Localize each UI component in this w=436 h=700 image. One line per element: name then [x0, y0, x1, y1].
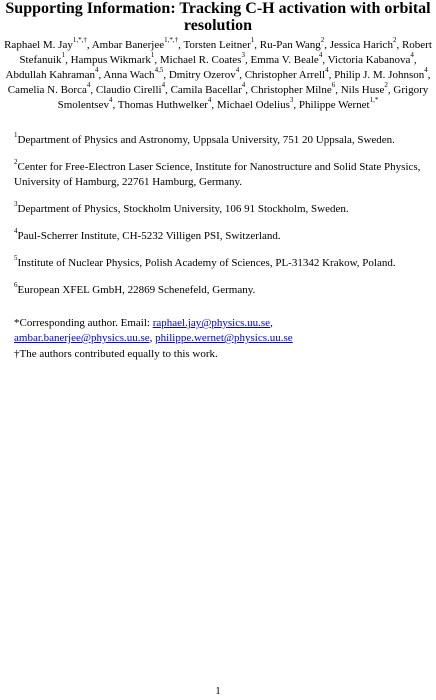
author-name: Robert Stefanuik — [19, 39, 432, 66]
affiliation-3-text: Department of Physics, Stockholm University, 106 91 Stockholm, Sweden. — [17, 203, 349, 215]
email-link-jay[interactable]: raphael.jay@physics.uu.se — [152, 317, 271, 329]
author-affiliation-mark: 4 — [108, 96, 113, 105]
page-number: 1 — [215, 685, 221, 697]
author-name: Hampus Wikmark — [70, 54, 151, 66]
author-name: Ambar Banerjee — [91, 39, 165, 51]
author-separator: , — [90, 84, 96, 96]
author-name: Philippe Wernet — [298, 99, 370, 111]
author-name: Dmitry Ozerov — [168, 69, 236, 81]
author-separator: , — [163, 69, 169, 81]
author-separator: , — [427, 69, 431, 81]
author-affiliation-mark: 6 — [331, 81, 336, 90]
author-affiliation-mark: 1 — [150, 51, 155, 60]
paper-title: Supporting Information: Tracking C-H activation with orbital resolution — [5, 0, 431, 34]
author-name: Grigory Smolentsev — [57, 84, 429, 111]
author-affiliation-mark: 4 — [95, 66, 99, 75]
author-name: Thomas Huthwelker — [117, 99, 208, 111]
affiliation-5-number: 5 — [14, 254, 18, 263]
email-separator: , — [149, 332, 156, 344]
author-name: Abdullah Kahraman — [5, 69, 95, 81]
author-affiliation-mark: 4 — [235, 66, 240, 75]
author-separator: , — [165, 84, 171, 96]
author-name: Jessica Harich — [329, 39, 393, 51]
author-affiliation-mark: 4,5 — [154, 66, 164, 75]
author-affiliation-mark: 4 — [325, 66, 329, 75]
affiliation-1-text: Department of Physics and Astronomy, Uppsala University, 751 20 Uppsala, Sweden. — [17, 134, 395, 146]
author-affiliation-mark: 1 — [250, 36, 255, 45]
author-affiliation-mark: 4 — [241, 81, 246, 90]
author-separator: , — [396, 39, 402, 51]
affiliation-6-number: 6 — [14, 281, 18, 290]
author-separator: , — [254, 39, 260, 51]
author-affiliation-mark: 4 — [424, 66, 428, 75]
affiliation-6 — [14, 283, 426, 298]
author-separator: , — [112, 99, 118, 111]
author-name: Michael Odelius — [216, 99, 290, 111]
author-name: Philip J. M. Johnson — [334, 69, 425, 81]
affiliation-5 — [14, 256, 426, 271]
affiliation-6-text: European XFEL GmbH, 22869 Schenefeld, Germany. — [17, 284, 256, 296]
email-link-wernet[interactable]: philippe.wernet@physics.uu.se — [155, 332, 293, 344]
author-affiliation-mark: 2 — [320, 36, 325, 45]
author-affiliation-mark: 3 — [289, 96, 294, 105]
author-name: Victoria Kabanova — [327, 54, 411, 66]
author-name: Torsten Leitner — [183, 39, 251, 51]
author-separator: , — [387, 84, 394, 96]
author-list — [4, 38, 432, 113]
author-name: Nils Huse — [340, 84, 385, 96]
author-affiliation-mark: 4 — [86, 81, 91, 90]
author-separator: , — [322, 54, 328, 66]
author-separator: , — [65, 54, 71, 66]
author-separator: , — [211, 99, 217, 111]
affiliation-2 — [14, 160, 426, 190]
email-separator: , — [270, 317, 273, 329]
author-separator: , — [86, 39, 92, 51]
affiliation-2-number: 2 — [14, 158, 18, 167]
author-name: Emma V. Beale — [250, 54, 319, 66]
author-separator: , — [293, 99, 299, 111]
author-affiliation-mark: 1,*,† — [164, 36, 179, 45]
author-separator: , — [335, 84, 341, 96]
corresponding-author — [14, 316, 426, 346]
author-affiliation-mark: 1,* — [369, 96, 379, 105]
author-name: Anna Wach — [103, 69, 155, 81]
author-affiliation-mark: 4 — [318, 51, 323, 60]
corresponding-label: *Corresponding author. Email: — [14, 317, 153, 329]
affiliation-4-text: Paul-Scherrer Institute, CH-5232 Villigen PSI, Switzerland. — [17, 230, 281, 242]
author-name: Raphael M. Jay — [4, 39, 73, 51]
affiliation-1 — [14, 133, 426, 148]
author-separator: , — [324, 39, 330, 51]
author-affiliation-mark: 3 — [241, 51, 245, 60]
author-separator: , — [245, 84, 251, 96]
author-affiliation-mark: 2 — [384, 81, 388, 90]
author-affiliation-mark: 4 — [161, 81, 166, 90]
author-separator: , — [239, 69, 245, 81]
affiliation-3-number: 3 — [14, 200, 18, 209]
affiliation-4-number: 4 — [14, 227, 18, 236]
author-separator: , — [178, 39, 184, 51]
author-separator: , — [98, 69, 104, 81]
author-affiliation-mark: 1,*,† — [72, 36, 87, 45]
email-link-banerjee[interactable]: ambar.banerjee@physics.uu.se — [14, 332, 150, 344]
affiliation-2-text: Center for Free-Electron Laser Science, Institute for Nanostructure and Solid State Physics, University of Hamburg, 22761 Hamburg, Germany. — [14, 161, 421, 188]
author-affiliation-mark: 2 — [392, 36, 397, 45]
author-name: Michael R. Coates — [159, 54, 242, 66]
author-name: Ru-Pan Wang — [259, 39, 321, 51]
equal-contribution-note: †The authors contributed equally to this work. — [14, 348, 218, 360]
affiliation-1-number: 1 — [14, 131, 18, 140]
author-separator: , — [328, 69, 335, 81]
affiliation-5-text: Institute of Nuclear Physics, Polish Academy of Sciences, PL-31342 Krakow, Poland. — [17, 257, 396, 269]
author-name: Camelia N. Borca — [7, 84, 87, 96]
author-affiliation-mark: 4 — [410, 51, 414, 60]
author-separator: , — [244, 54, 251, 66]
author-affiliation-mark: 4 — [207, 96, 212, 105]
affiliation-3 — [14, 202, 426, 217]
author-separator: , — [154, 54, 160, 66]
author-name: Christopher Milne — [250, 84, 332, 96]
author-name: Camila Bacellar — [170, 84, 242, 96]
author-name: Claudio Cirelli — [95, 84, 162, 96]
author-name: Christopher Arrell — [244, 69, 326, 81]
author-affiliation-mark: 1 — [61, 51, 66, 60]
author-separator: , — [413, 54, 417, 66]
affiliation-4 — [14, 229, 426, 244]
